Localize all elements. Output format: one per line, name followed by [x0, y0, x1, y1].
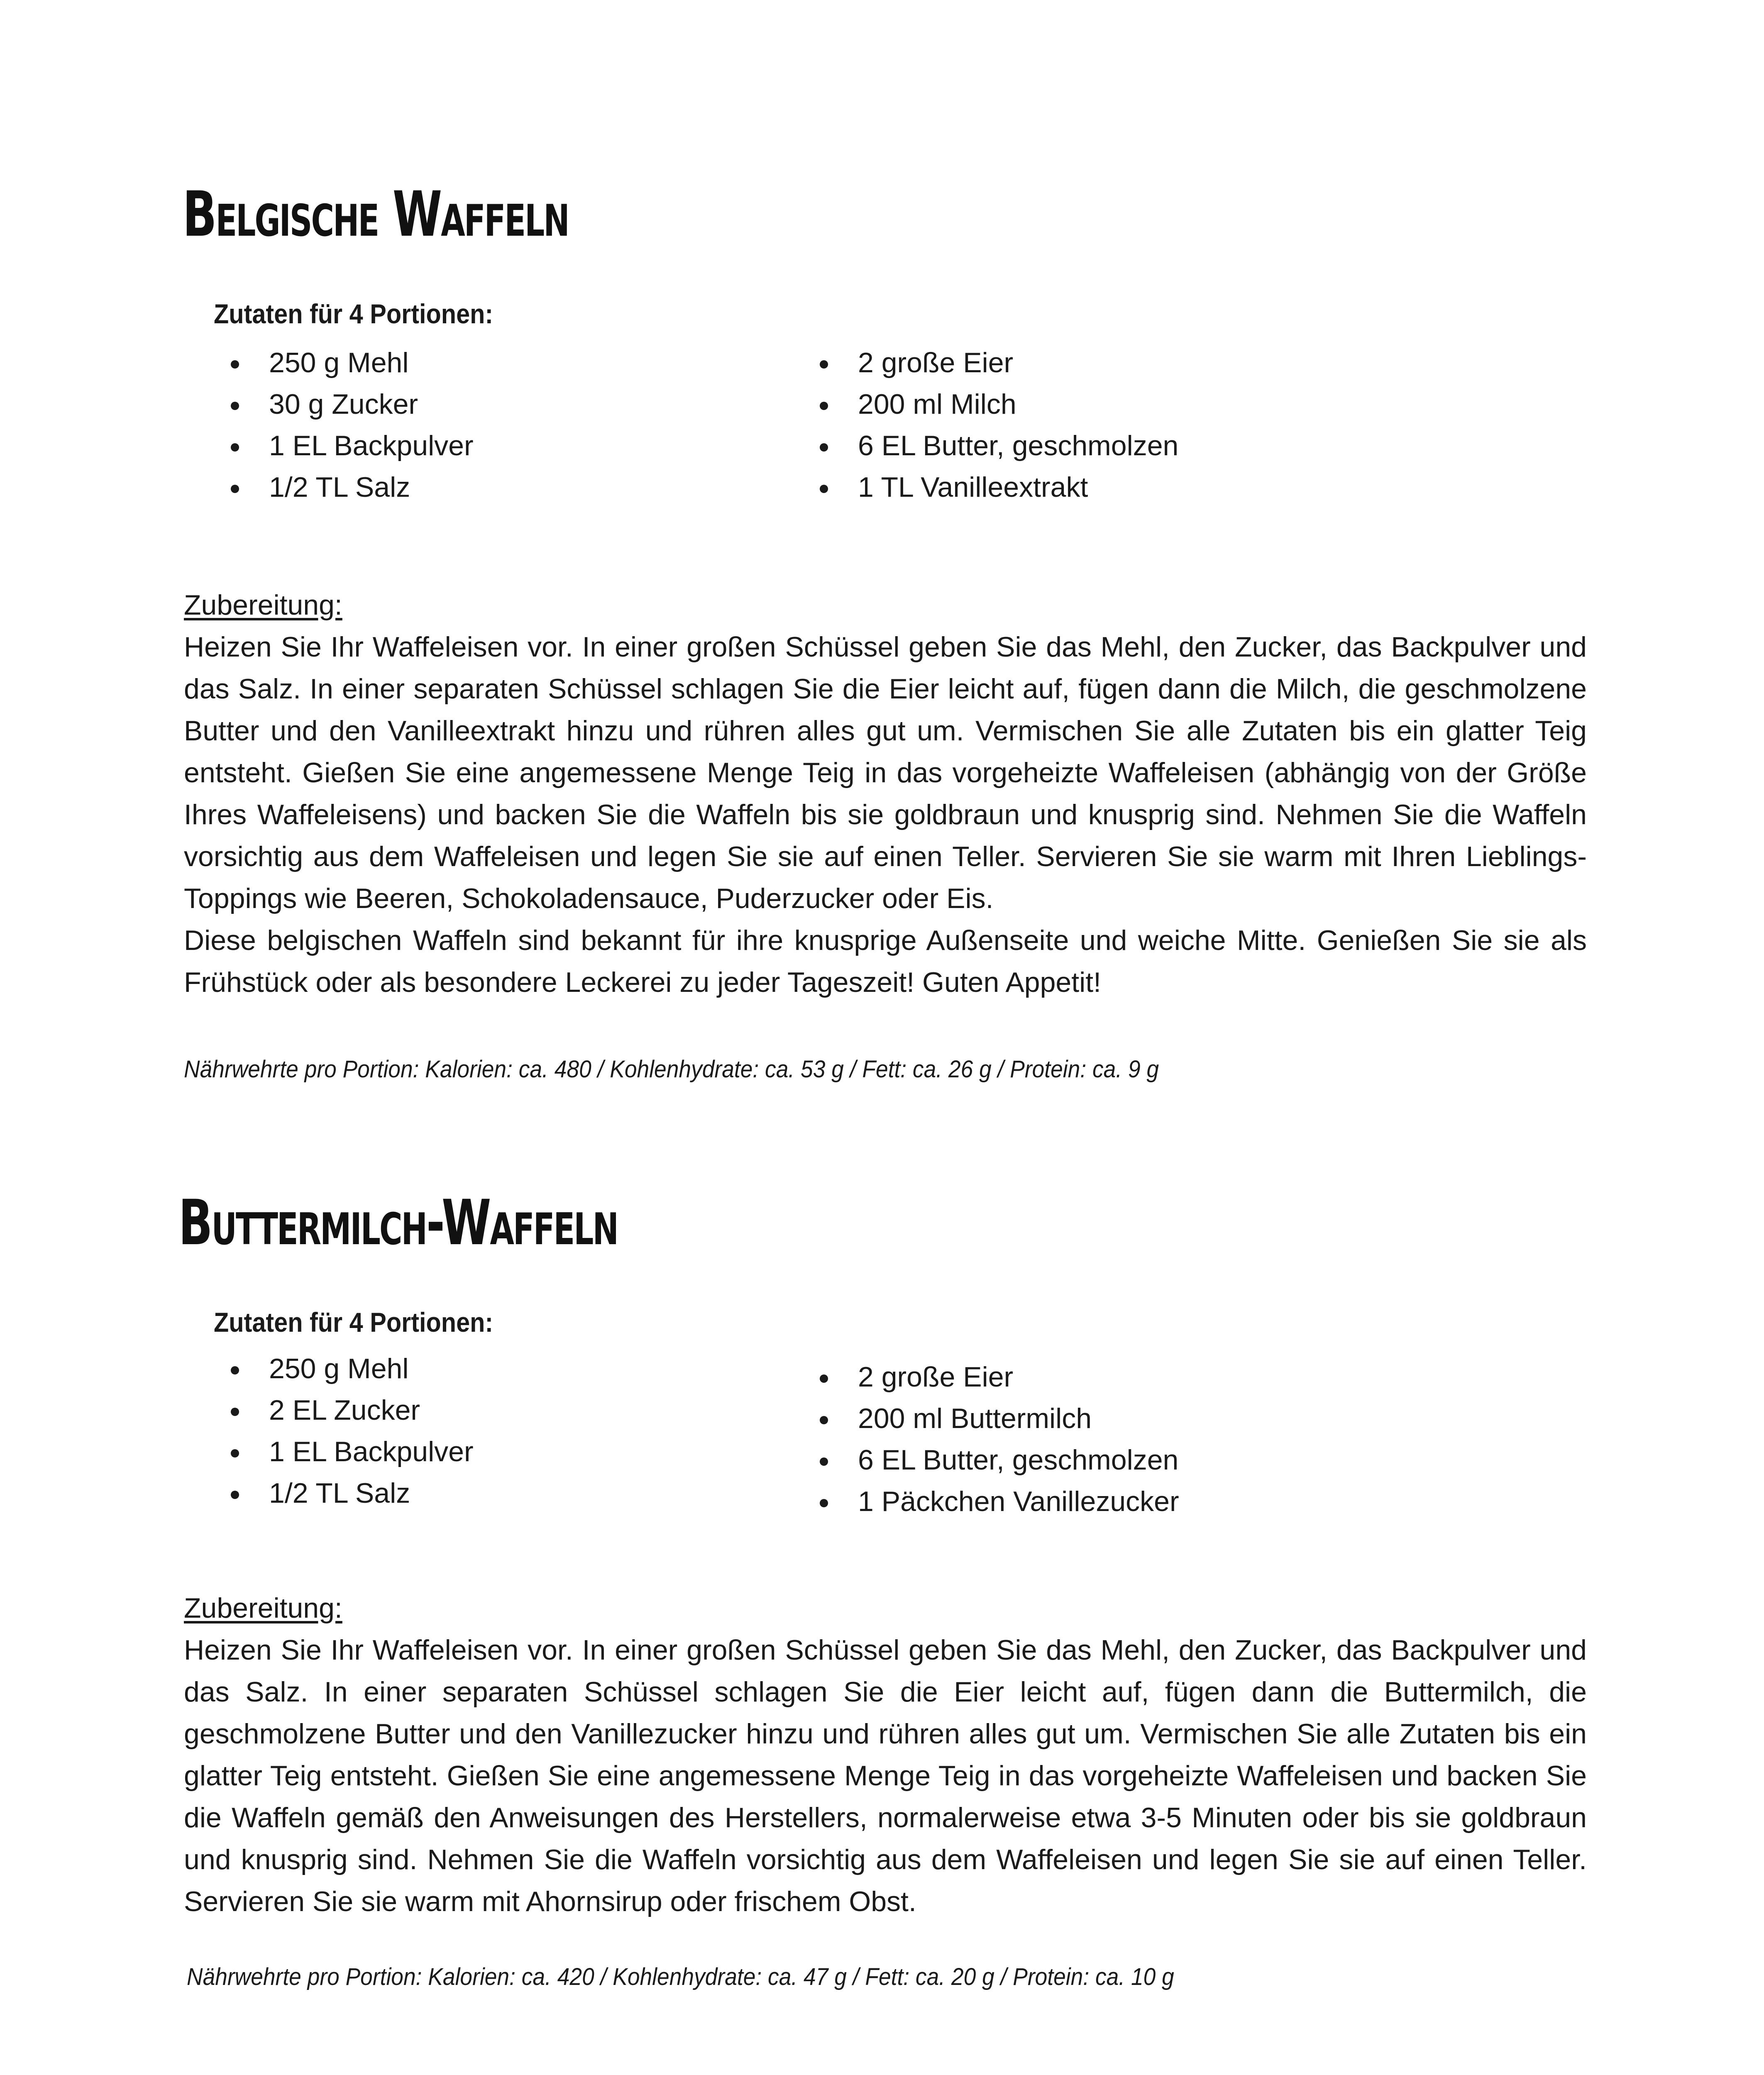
- preparation-section: [184, 1587, 1587, 1923]
- nutrition-info: Nährwehrte pro Portion: Kalorien: ca. 480 / Kohlenhydrate: ca. 53 g / Fett: ca. 26 g / Protein: ca. 9 g: [184, 1056, 1159, 1083]
- ingredient-item: 1 TL Vanilleextrakt: [820, 466, 1178, 508]
- preparation-label: Zubereitung:: [184, 589, 342, 621]
- ingredient-item: 2 große Eier: [820, 342, 1178, 383]
- recipe-title: Belgische Waffeln: [183, 178, 569, 251]
- ingredient-item: 250 g Mehl: [231, 342, 474, 383]
- ingredients-list-right: [820, 1356, 1179, 1522]
- preparation-paragraph: Heizen Sie Ihr Waffeleisen vor. In einer großen Schüssel geben Sie das Mehl, den Zucker, das Backpulver und das Salz. In einer separaten Schüssel schlagen Sie die Eier leicht auf, fügen dann die Buttermilch, die geschmolzene Butter und den Vanillezucker hinzu und rühren alles gut um. Vermischen Sie alle Zutaten bis ein glatter Teig entsteht. Gießen Sie eine angemessene Menge Teig in das vorgeheizte Waffeleisen und backen Sie die Waffeln gemäß den Anweisungen des Herstellers, normalerweise etwa 3-5 Minuten oder bis sie goldbraun und knusprig sind. Nehmen Sie die Waffeln vorsichtig aus dem Waffeleisen und legen Sie sie auf einen Teller. Servieren Sie sie warm mit Ahornsirup oder frischem Obst.: [184, 1634, 1587, 1917]
- ingredient-item: 1 Päckchen Vanillezucker: [820, 1481, 1179, 1522]
- ingredient-item: 1 EL Backpulver: [231, 425, 474, 466]
- ingredient-item: 1 EL Backpulver: [231, 1431, 474, 1472]
- ingredient-item: 2 große Eier: [820, 1356, 1179, 1398]
- ingredients-heading: Zutaten für 4 Portionen:: [214, 298, 494, 329]
- preparation-label: Zubereitung:: [184, 1592, 342, 1624]
- ingredient-item: 2 EL Zucker: [231, 1389, 474, 1431]
- ingredient-item: 1/2 TL Salz: [231, 466, 474, 508]
- ingredients-list-left: [231, 1348, 474, 1514]
- ingredient-item: 30 g Zucker: [231, 383, 474, 425]
- preparation-paragraph: Diese belgischen Waffeln sind bekannt für ihre knusprige Außenseite und weiche Mitte. Genießen Sie sie als Frühstück oder als besondere Leckerei zu jeder Tageszeit! Guten Appetit!: [184, 925, 1587, 998]
- ingredients-heading: Zutaten für 4 Portionen:: [214, 1307, 494, 1338]
- ingredient-item: 6 EL Butter, geschmolzen: [820, 1439, 1179, 1481]
- nutrition-info: Nährwehrte pro Portion: Kalorien: ca. 420 / Kohlenhydrate: ca. 47 g / Fett: ca. 20 g / Protein: ca. 10 g: [187, 1963, 1174, 1990]
- ingredient-item: 250 g Mehl: [231, 1348, 474, 1389]
- ingredients-list-left: [231, 342, 474, 508]
- preparation-paragraph: Heizen Sie Ihr Waffeleisen vor. In einer großen Schüssel geben Sie das Mehl, den Zucker, das Backpulver und das Salz. In einer separaten Schüssel schlagen Sie die Eier leicht auf, fügen dann die Milch, die geschmolzene Butter und den Vanilleextrakt hinzu und rühren alles gut um. Vermischen Sie alle Zutaten bis ein glatter Teig entsteht. Gießen Sie eine angemessene Menge Teig in das vorgeheizte Waffeleisen (abhängig von der Größe Ihres Waffeleisens) und backen Sie die Waffeln bis sie goldbraun und knusprig sind. Nehmen Sie die Waffeln vorsichtig aus dem Waffeleisen und legen Sie sie auf einen Teller. Servieren Sie sie warm mit Ihren Lieblings-Toppings wie Beeren, Schokoladensauce, Puderzucker oder Eis.: [184, 631, 1587, 914]
- recipe-title: Buttermilch-Waffeln: [178, 1187, 618, 1259]
- ingredient-item: 6 EL Butter, geschmolzen: [820, 425, 1178, 466]
- preparation-section: [184, 584, 1587, 1003]
- ingredient-item: 200 ml Buttermilch: [820, 1398, 1179, 1439]
- ingredients-list-right: [820, 342, 1178, 508]
- ingredient-item: 200 ml Milch: [820, 383, 1178, 425]
- ingredient-item: 1/2 TL Salz: [231, 1472, 474, 1514]
